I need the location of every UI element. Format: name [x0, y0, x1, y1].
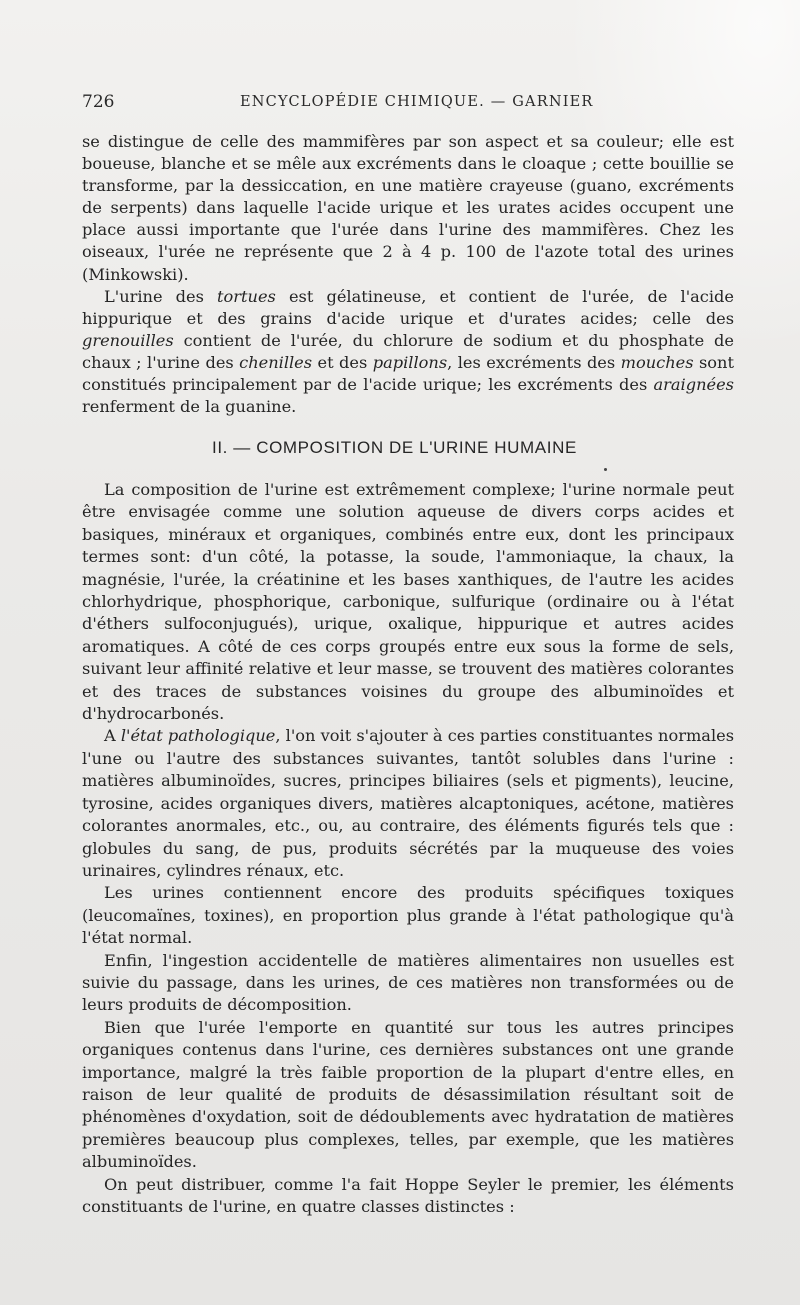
ink-dot	[604, 468, 607, 471]
text-run: , l'on voit s'ajouter à ces parties constituantes normales l'une ou l'autre des substances suivantes, tantôt solubles dans l'urine : matières albuminoïdes, sucres, principes biliaires (sels et pigments), leucine, tyrosine, acides organiques divers, matières alcaptoniques, acétone, matières colorantes anormales, etc., ou, au contraire, des éléments figurés tels que : globules du sang, de pus, produits sécrétés par la muqueuse des voies urinaires, cylindres rénaux, etc.	[82, 726, 735, 880]
page-number: 726	[82, 92, 115, 112]
emphasis-mouches: mouches	[620, 352, 694, 372]
emphasis-araignees: araignées	[653, 375, 734, 395]
emphasis-etat-pathologique: l'état pathologique	[120, 726, 276, 746]
text-run: A	[104, 726, 121, 746]
running-title: ENCYCLOPÉDIE CHIMIQUE. — GARNIER	[240, 94, 594, 110]
paragraph-birds-urine: se distingue de celle des mammifères par son aspect et sa couleur; elle est boueuse, blanche et se mêle aux excréments dans le cloaque ; cette bouillie se transforme, par la dessiccation, en une matière crayeuse (guano, excréments de serpents) dans laquelle l'acide urique et les urates acides occupent une place aussi importante que l'urée dans l'urine des mammifères. Chez les oiseaux, l'urée ne représente que 2 à 4 p. 100 de l'azote total des urines (Minkowski).	[82, 132, 734, 284]
emphasis-tortues: tortues	[217, 286, 276, 306]
emphasis-grenouilles: grenouilles	[82, 330, 174, 350]
paragraph-composition: La composition de l'urine est extrêmement complexe; l'urine normale peut être envisagée comme une solution aqueuse de divers corps acides et basiques, minéraux et organiques, combinés entre eux, dont les principaux termes sont: d'un côté, la potasse, la soude, l'ammoniaque, la chaux, la magnésie, l'urée, la créatinine et les bases xanthiques, de l'autre les acides chlorhydrique, phosphorique, carbonique, sulfurique (ordinaire ou à l'état d'éthers sulfoconjugués), urique, oxalique, hippurique et autres acides aromatiques. A côté de ces corps groupés entre eux sous la forme de sels, suivant leur affinité relative et leur masse, se trouvent des matières colorantes et des traces de substances voisines du groupe des albuminoïdes et d'hydrocarbonés.	[82, 480, 734, 724]
paragraph-uree: Bien que l'urée l'emporte en quantité sur tous les autres principes organiques contenus dans l'urine, ces dernières substances ont une grande importance, malgré la très faible proportion de la plupart d'entre elles, en raison de leur qualité de produits de désassimilation résultant soit de phénomènes d'oxydation, soit de dédoublements avec hydratation de matières premières beaucoup plus complexes, telles, par exemple, que les matières albuminoïdes.	[82, 1017, 734, 1172]
emphasis-chenilles: chenilles	[239, 352, 313, 372]
text-run: et des	[312, 352, 373, 372]
text-run: renferment de la guanine.	[82, 397, 297, 417]
text-run: , les excréments des	[447, 352, 621, 372]
text-run: L'urine des	[104, 286, 218, 306]
text-run: est gélatineuse, et contient de l'urée, de l'acide hippurique et des grains d'acide urique et d'urates acides; celle des	[82, 286, 734, 328]
text-block-bottom	[82, 479, 734, 1218]
paragraph-animals-urine	[82, 286, 734, 419]
page-header	[82, 92, 787, 114]
paragraph-classes: On peut distribuer, comme l'a fait Hoppe Seyler le premier, les éléments constituants de l'urine, en quatre classes distinctes :	[82, 1174, 734, 1216]
text-block-top	[82, 131, 734, 418]
text-run: contient de l'urée, du chlorure de sodium et du phosphate de chaux ; l'urine des	[82, 330, 734, 372]
paragraph-pathological	[82, 725, 734, 882]
emphasis-papillons: papillons	[372, 352, 448, 372]
paragraph-toxic-products: Les urines contiennent encore des produits spécifiques toxiques (leucomaïnes, toxines), en proportion plus grande à l'état pathologique qu'à l'état normal.	[82, 883, 734, 948]
text-run: sont constitués principalement par de l'acide urique; les excréments des	[82, 352, 734, 395]
section-heading: II. — COMPOSITION DE L'URINE HUMAINE	[212, 438, 577, 457]
paragraph-ingestion: Enfin, l'ingestion accidentelle de matières alimentaires non usuelles est suivie du passage, dans les urines, de ces matières non transformées ou de leurs produits de décomposition.	[82, 950, 734, 1015]
